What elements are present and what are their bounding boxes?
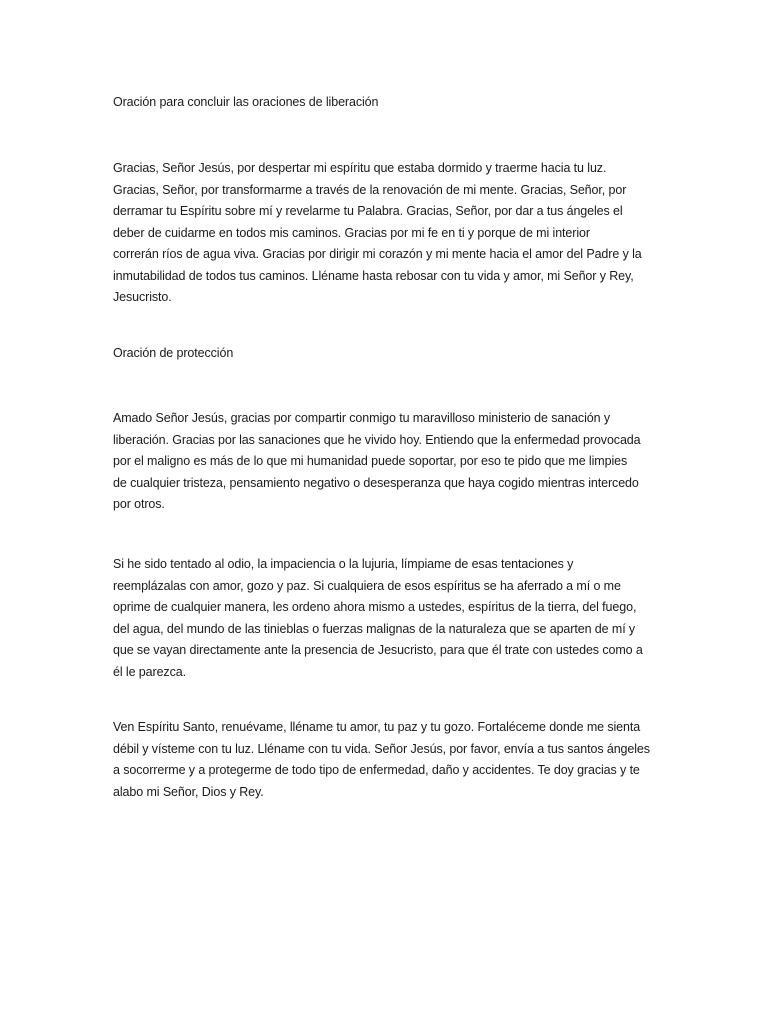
heading-conclusion-prayer: Oración para concluir las oraciones de liberación xyxy=(113,95,379,109)
paragraph-ministry-thanks: Amado Señor Jesús, gracias por compartir conmigo tu maravilloso ministerio de sanación y liberación. Gracias por las sanaciones que he vivido hoy. Entiendo que la enfermedad provocada por el maligno es más de lo que mi humanidad puede soportar, por eso te pido que me limpies de cualquier tristeza, pensamiento negativo o desesperanza que haya cogido mientras intercedo por otros. xyxy=(113,411,641,511)
heading-protection-prayer: Oración de protección xyxy=(113,346,234,360)
paragraph-gratitude: Gracias, Señor Jesús, por despertar mi espíritu que estaba dormido y traerme hacia tu luz. Gracias, Señor, por transformarme a través de la renovación de mi mente. Gracias, Señor, por derramar tu Espíritu sobre mí y revelarme tu Palabra. Gracias, Señor, por dar a tus ángeles el deber de cuidarme en todos mis caminos. Gracias por mi fe en ti y porque de mi interior correrán ríos de agua viva. Gracias por dirigir mi corazón y mi mente hacia el amor del Padre y la inmutabilidad de todos tus caminos. Lléname hasta rebosar con tu vida y amor, mi Señor y Rey, Jesucristo. xyxy=(113,161,642,304)
paragraph-deliverance: Si he sido tentado al odio, la impaciencia o la lujuria, límpiame de esas tentaciones y reemplázalas con amor, gozo y paz. Si cualquiera de esos espíritus se ha aferrado a mí o me oprime de cualquier manera, les ordeno ahora mismo a ustedes, espíritus de la tierra, del fuego, del agua, del mundo de las tinieblas o fuerzas malignas de la naturaleza que se aparten de mí y que se vayan directamente ante la presencia de Jesucristo, para que él trate con ustedes como a él le parezca. xyxy=(113,557,643,679)
paragraph-holy-spirit: Ven Espíritu Santo, renuévame, lléname tu amor, tu paz y tu gozo. Fortaléceme donde me sienta débil y vísteme con tu luz. Lléname con tu vida. Señor Jesús, por favor, envía a tus santos ángeles a socorrerme y a protegerme de todo tipo de enfermedad, daño y accidentes. Te doy gracias y te alabo mi Señor, Dios y Rey. xyxy=(113,720,650,799)
